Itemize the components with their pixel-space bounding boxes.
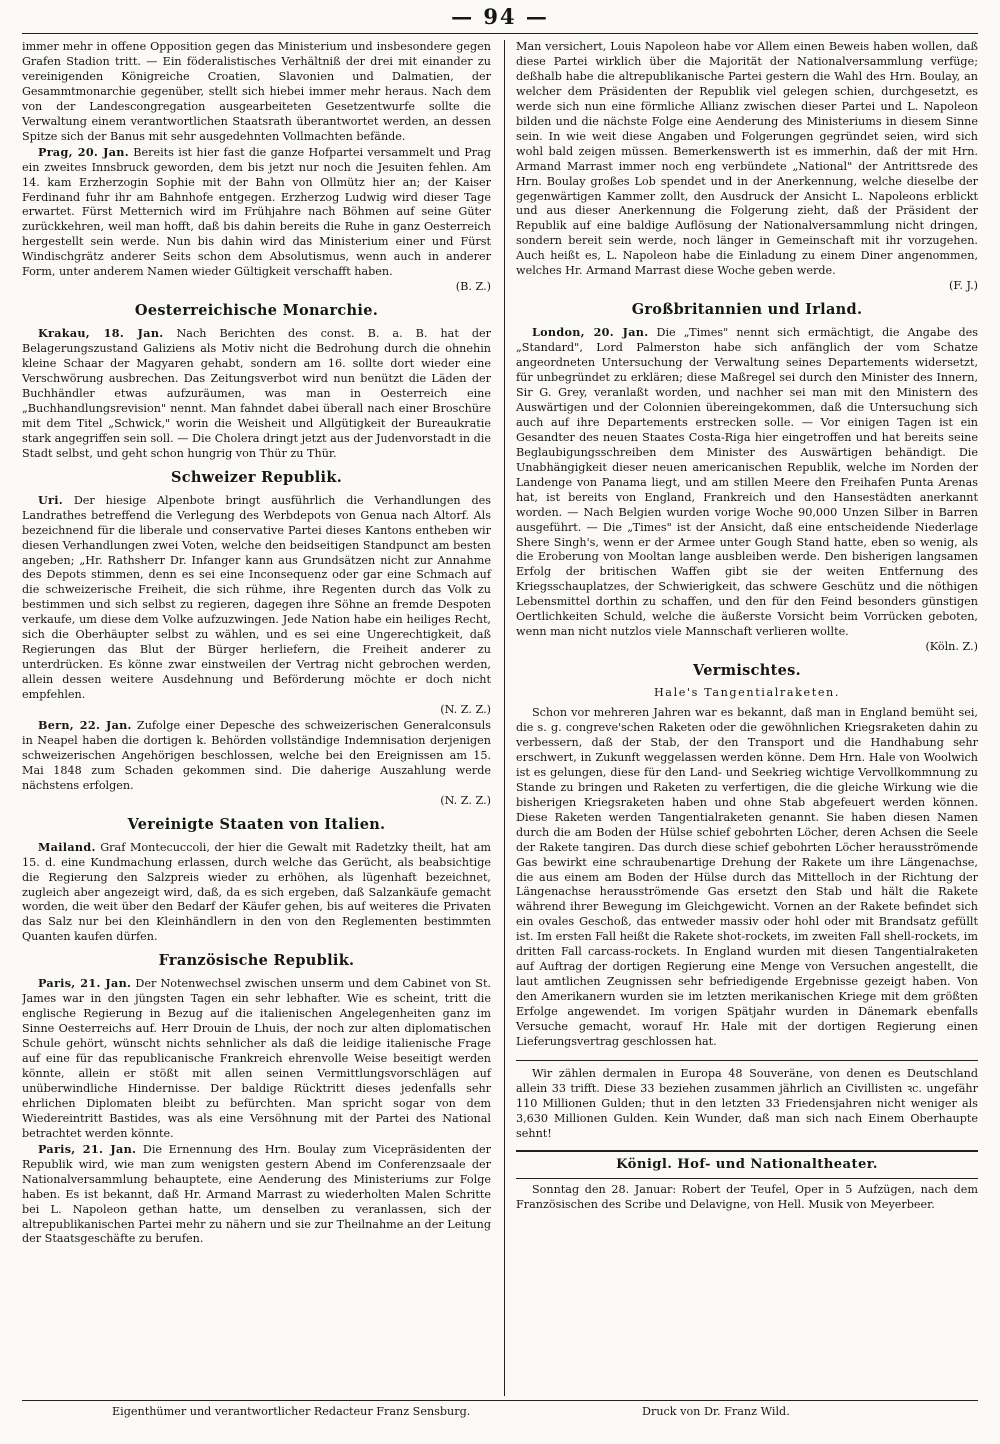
source-london: (Köln. Z.) — [925, 640, 978, 654]
section-heading-italy: Vereinigte Staaten von Italien. — [127, 815, 386, 833]
source-paris: (F. J.) — [948, 279, 978, 293]
article-paris-1: Paris, 21. Jan. Der Notenwechsel zwischen unserm und dem Cabinet von St. James war in den jüngsten Tagen ein sehr lebhafter. Wie es scheint, tritt die englische Regierung in Bezug auf die italienischen Angelegenheiten ganz im Sinne Oesterreichs auf. Herr Drouin de Lhuis, der noch zur alten diplomatischen Schule gehört, wünscht nichts sehnlicher als daß die leidige italienische Frage auf eine für das republicanische Frankreich ehrenvolle Weise beseitigt werden könnte, allein er stößt mit allen seinen Vermittlungsvorschlägen auf unüberwindliche Hindernisse. Der baldige Rücktritt dieses jedenfalls sehr ehrlichen Diplomaten bleibt zu befürchten. Man spricht sogar von dem Wiedereintritt Bastides, was als eine Versöhnung mit der Partei des National betrachtet werden könnte. — [22, 976, 491, 1140]
section-heading-france: Französische Republik. — [158, 952, 355, 970]
article-paris-2-cont: Man versichert, Louis Napoleon habe vor Allem einen Beweis haben wollen, daß diese Partei wirklich über die Majorität der Nationalversammlung verfüge; deßhalb habe die altrepublikanische Partei gestern die Wahl des Hrn. Boulay, an welcher dem Präsidenten der Republik viel gelegen schien, durchgesetzt, es werde sich nun eine förmliche Allianz zwischen dieser Partei und L. Napoleon bilden und die nächste Folge eine Aenderung des Ministeriums in diesem Sinne sein. In wie weit diese Angaben und Folgerungen gegründet seien, wird sich wohl bald zeigen müssen. Bemerkenswerth ist es immerhin, daß der mit Hrn. Armand Marrast immer noch eng verbündete „National" der Antrittsrede des Hrn. Boulay großes Lob spendet und in der Anerkennung, welche dieselbe der gegenwärtigen Kammer zollt, den Ausdruck der Ansicht L. Napoleons erblickt und aus dieser Anerkennung die Folgerung zieht, daß der Präsident der Republik auf eine baldige Auflösung der Nationalversammlung nicht dringen, sondern bereit sein werde, noch länger in Gemeinschaft mit ihr vorzugehen. Auch heißt es, L. Napoleon habe die Einladung zu einem Diner angenommen, welches Hr. Armand Marrast diese Woche geben werde. (F. J.) — [516, 40, 978, 293]
article-paris-2: Paris, 21. Jan. Die Ernennung des Hrn. Boulay zum Vicepräsidenten der Republik wird, wie man zum wenigsten gestern Abend im Conferenzsaale der Nationalversammlung behauptete, eine Aenderung des Ministeriums zur Folge haben. Es ist bekannt, daß Hr. Armand Marrast zu wiederholten Malen Schritte bei L. Napoleon gethan hatte, um denselben zu veranlassen, sich der altrepublikanischen Partei mehr zu nähern und sie zur Theilnahme an der Leitung der Staatsgeschäfte zu berufen. — [22, 1141, 491, 1246]
article-subtitle-rockets: Hale's Tangentialraketen. — [653, 686, 841, 700]
dateline-prag: Prag, 20. Jan. — [38, 144, 129, 159]
footer-rule — [22, 1400, 978, 1401]
dateline-uri: Uri. — [38, 492, 63, 507]
column-divider — [504, 40, 505, 1396]
article-london: London, 20. Jan. Die „Times" nennt sich ermächtigt, die Angabe des „Standard", Lord Palmerston habe sich anfänglich der vom Schatze angeordneten Untersuchung der Verwaltung seines Departements widersetzt, für unbegründet zu erklären; diese Maßregel sei durch den Minister des Innern, Sir G. Grey, veranlaßt worden, und nachher sei man mit den Ministern des Auswärtigen und der Colonnien übereingekommen, daß die Untersuchung sich auch auf ihre Departements erstrecken solle. — Vor einigen Tagen ist ein Gesandter des neuen Staates Costa-Riga hier eingetroffen und hat bereits seine Beglaubigungsschreiben dem Minister des Auswärtigen behändigt. Die Unabhängigkeit dieser neuen americanischen Republik, welche im Norden der Landenge von Panama liegt, und am stillen Meere den Freihafen Punta Arenas hat, ist bereits von England, Frankreich und den Hansestädten anerkannt worden. — Nach Belgien wurden vorige Woche 90,000 Unzen Silber in Barren ausgeführt. — Die „Times" ist der Ansicht, daß eine entscheidende Niederlage Shere Singh's, wenn er der Armee unter Gough Stand hatte, eben so wenig, als die Eroberung von Mooltan lange ausbleiben werde. Den bisherigen langsamen Erfolg der britischen Waffen gibt sie der weiten Entfernung des Kriegsschauplatzes, der Schwierigkeit, das schwere Geschütz und die nöthigen Lebensmittel dorthin zu schaffen, und den für den Feind besonders günstigen Oertlichkeiten Schuld, welche die äußerste Vorsicht beim Vorrücken geboten, wenn man nicht nutzlos viele Mannschaft verlieren wollte. (Köln. Z.) — [516, 325, 978, 654]
left-column — [22, 40, 497, 1396]
notice-sovereigns-box — [516, 1060, 978, 1142]
article-uri: Uri. Der hiesige Alpenbote bringt ausführlich die Verhandlungen des Landrathes betreffend die Verlegung des Werbdepots von Genua nach Altorf. Als bezeichnend für die liberale und conservative Partei dieses Kantons entheben wir diesen Verhandlungen zwei Voten, welche den beidseitigen Standpunct am besten angeben; „Hr. Rathsherr Dr. Infanger kann aus Grundsätzen nicht zur Annahme des Depots stimmen, denn es sei eine Inconsequenz oder gar eine Schmach auf die schweizerische Freiheit, die sich rühme, ihre Regenten durch das Volk zu bestimmen und sich selbst zu regieren, dagegen ihre Söhne an fremde Despoten verkaufe, um diese dem Volke aufzuzwingen. Jede Nation habe ein heiliges Recht, sich die Oberhäupter selbst zu wählen, und es sei eine Ungerechtigkeit, daß Regierungen das Blut der Bürger herliefern, die Freiheit anderer zu unterdrücken. Es könne zwar einstweilen der Vertrag nicht gebrochen werden, allein dessen weitere Ausdehnung und Beförderung möchte er doch nicht empfehlen. (N. Z. Z.) — [22, 492, 491, 717]
article-mailand: Mailand. Graf Montecuccoli, der hier die Gewalt mit Radetzky theilt, hat am 15. d. eine Kundmachung erlassen, durch welche das Gerücht, als beabsichtige die Regierung den Salzpreis wieder zu erhöhen, als lügenhaft bezeichnet, zugleich aber angezeigt wird, daß, da es sich ergeben, daß Salzankäufe gemacht worden, die weit über den Bedarf der Käufer gehen, bis auf weiteres die Privaten das Salz nur bei den Kleinhändlern in den von den Reglementen bestimmten Quanten kaufen dürfen. — [22, 839, 491, 944]
source-prag: (B. Z.) — [455, 280, 491, 294]
article-croatia-cont: immer mehr in offene Opposition gegen das Ministerium und insbesondere gegen Grafen Stadion tritt. — Ein föderalistisches Verhältniß der drei mit einander zu vereinigenden Königreiche Croatien, Slavonien und Dalmatien, der Gesammtmonarchie gegenüber, stellt sich hiebei immer mehr heraus. Nach dem von der Landescongregation ausgearbeiteten Gesetzentwurfe sollte die Verwaltung einem verantwortlichen Staatsrath überantwortet werden, an dessen Spitze sich der Banus mit sehr ausgedehnten Vollmachten befände. — [22, 40, 491, 143]
footer-printer: Druck von Dr. Franz Wild. — [642, 1405, 790, 1418]
section-heading-swiss: Schweizer Republik. — [170, 468, 343, 486]
theatre-notice: Sonntag den 28. Januar: Robert der Teufel, Oper in 5 Aufzügen, nach dem Französischen des Scribe und Delavigne, von Hell. Musik von Meyerbeer. — [516, 1182, 978, 1211]
article-prag: Prag, 20. Jan. Bereits ist hier fast die ganze Hofpartei versammelt und Prag ein zweites Innsbruck geworden, dem bis jetzt nur noch die Jesuiten fehlen. Am 14. kam Erzherzogin Sophie mit der Bahn von Ollmütz hier an; der Kaiser Ferdinand fuhr ihr am Bahnhofe entgegen. Erzherzog Ludwig wird dieser Tage erwartet. Fürst Metternich wird im Frühjahre nach Böhmen auf seine Güter zurückkehren, weil man hofft, daß bis dahin bereits die Ruhe in ganz Oesterreich hergestellt sein werde. Nun bis dahin wird das Ministerium einer und Fürst Windischgrätz anderer Seits schon dem Absolutismus, wenn auch in anderer Form, unter anderem Namen wieder Gültigkeit verschafft haben. (B. Z.) — [22, 144, 491, 294]
section-heading-britain: Großbritannien und Irland. — [631, 301, 863, 319]
source-bern: (N. Z. Z.) — [440, 793, 491, 807]
source-uri: (N. Z. Z.) — [440, 703, 491, 717]
section-heading-austria: Oesterreichische Monarchie. — [134, 302, 379, 320]
dateline-london: London, 20. Jan. — [532, 325, 649, 340]
dateline-paris-2: Paris, 21. Jan. — [38, 1141, 137, 1156]
dateline-krakau: Krakau, 18. Jan. — [38, 326, 164, 341]
article-krakau: Krakau, 18. Jan. Nach Berichten des const. B. a. B. hat der Belagerungszustand Galiziens als Motiv nicht die Bedrohung durch die ohnehin kleine Schaar der Magyaren gehabt, sondern am 16. sollte dort wieder eine Verschwörung ausbrechen. Das Zeitungsverbot wird nun benützt die Läden der Buchhändler etwas aufzuräumen, was man in Oesterreich eine „Buchhandlungsrevision" nennt. Man fahndet dabei überall nach einer Broschüre mit dem Titel „Schwick," worin die Weisheit und Allgütigkeit der Bureaukratie stark angegriffen sein soll. — Die Cholera dringt jetzt aus der Judenvorstadt in die Stadt selbst, und geht schon hungrig von Thür zu Thür. — [22, 326, 491, 460]
dateline-bern: Bern, 22. Jan. — [38, 717, 132, 732]
article-bern: Bern, 22. Jan. Zufolge einer Depesche des schweizerischen Generalconsuls in Neapel haben die dortigen k. Behörden vollständige Indemnisation derjenigen schweizerischen Angehörigen beschlossen, welche bei den Ereignissen am 15. Mai 1848 zum Schaden gekommen sind. Die daherige Auszahlung werde nächstens erfolgen. (N. Z. Z.) — [22, 717, 491, 807]
header-rule — [22, 33, 978, 34]
theatre-rule — [516, 1178, 978, 1179]
right-column — [512, 40, 978, 1396]
page-number: — 94 — — [451, 4, 549, 29]
theatre-heading: Königl. Hof- und Nationaltheater. — [516, 1150, 978, 1173]
article-rockets: Schon vor mehreren Jahren war es bekannt, daß man in England bemüht sei, die s. g. congreve'schen Raketen oder die gewöhnlichen Kriegsraketen dahin zu verbessern, daß der Stab, der den Transport und die Handhabung sehr erschwert, in Zukunft weggelassen werden könne. Dem Hrn. Hale von Woolwich ist es gelungen, diese für den Land- und Seekrieg wichtige Vervollkommnung zu Stande zu bringen und Raketen zu verfertigen, die die gleiche Wirkung wie die bisherigen Kriegsraketen haben und ohne Stab abgefeuert werden können. Diese Raketen werden Tangentialraketen genannt. Sie haben diesen Namen durch die am Boden der Hülse schief gebohrten Löcher, deren Achsen die Seele der Rakete tangiren. Das durch diese schief gebohrten Löcher herausströmende Gas bewirkt eine schraubenartige Drehung der Rakete um ihre Längenachse, die aus einem am Boden der Hülse durch das Mittelloch in der Richtung der Längenachse herausströmende Gas ersetzt den Stab und hält die Rakete während ihrer Bewegung im Gleichgewicht. Vornen an der Rakete befindet sich ein ovales Geschoß, das entweder massiv oder hohl oder mit Brandsatz gefüllt ist. Im ersten Fall heißt die Rakete shot-rockets, im zweiten Fall shell-rockets, im dritten Fall carcass-rockets. In England wurden mit diesen Tangentialraketen auf Auftrag der dortigen Regierung eine Menge von Versuchen angestellt, die laut amtlichen Zeugnissen sehr befriedigende Ergebnisse gezeigt haben. Von den Amerikanern wurden sie im letzten merikanischen Kriege mit dem größten Erfolge angewendet. Im vorigen Spätjahr wurden in Dänemark ebenfalls Versuche gemacht, worauf Hr. Hale mit der dortigen Regierung einen Lieferungsvertrag geschlossen hat. — [516, 706, 978, 1048]
notice-sovereigns: Wir zählen dermalen in Europa 48 Souveräne, von denen es Deutschland allein 33 trifft. Diese 33 beziehen zusammen jährlich an Civillisten ꝛc. ungefähr 110 Millionen Gulden; thut in den letzten 33 Friedensjahren nicht weniger als 3,630 Millionen Gulden. Kein Wunder, daß man sich nach Einem Oberhaupte sehnt! — [516, 1066, 978, 1140]
dateline-mailand: Mailand. — [38, 839, 96, 854]
footer-editor: Eigenthümer und verantwortlicher Redacteur Franz Sensburg. — [112, 1405, 471, 1418]
section-heading-misc: Vermischtes. — [693, 662, 801, 680]
dateline-paris-1: Paris, 21. Jan. — [38, 976, 132, 991]
